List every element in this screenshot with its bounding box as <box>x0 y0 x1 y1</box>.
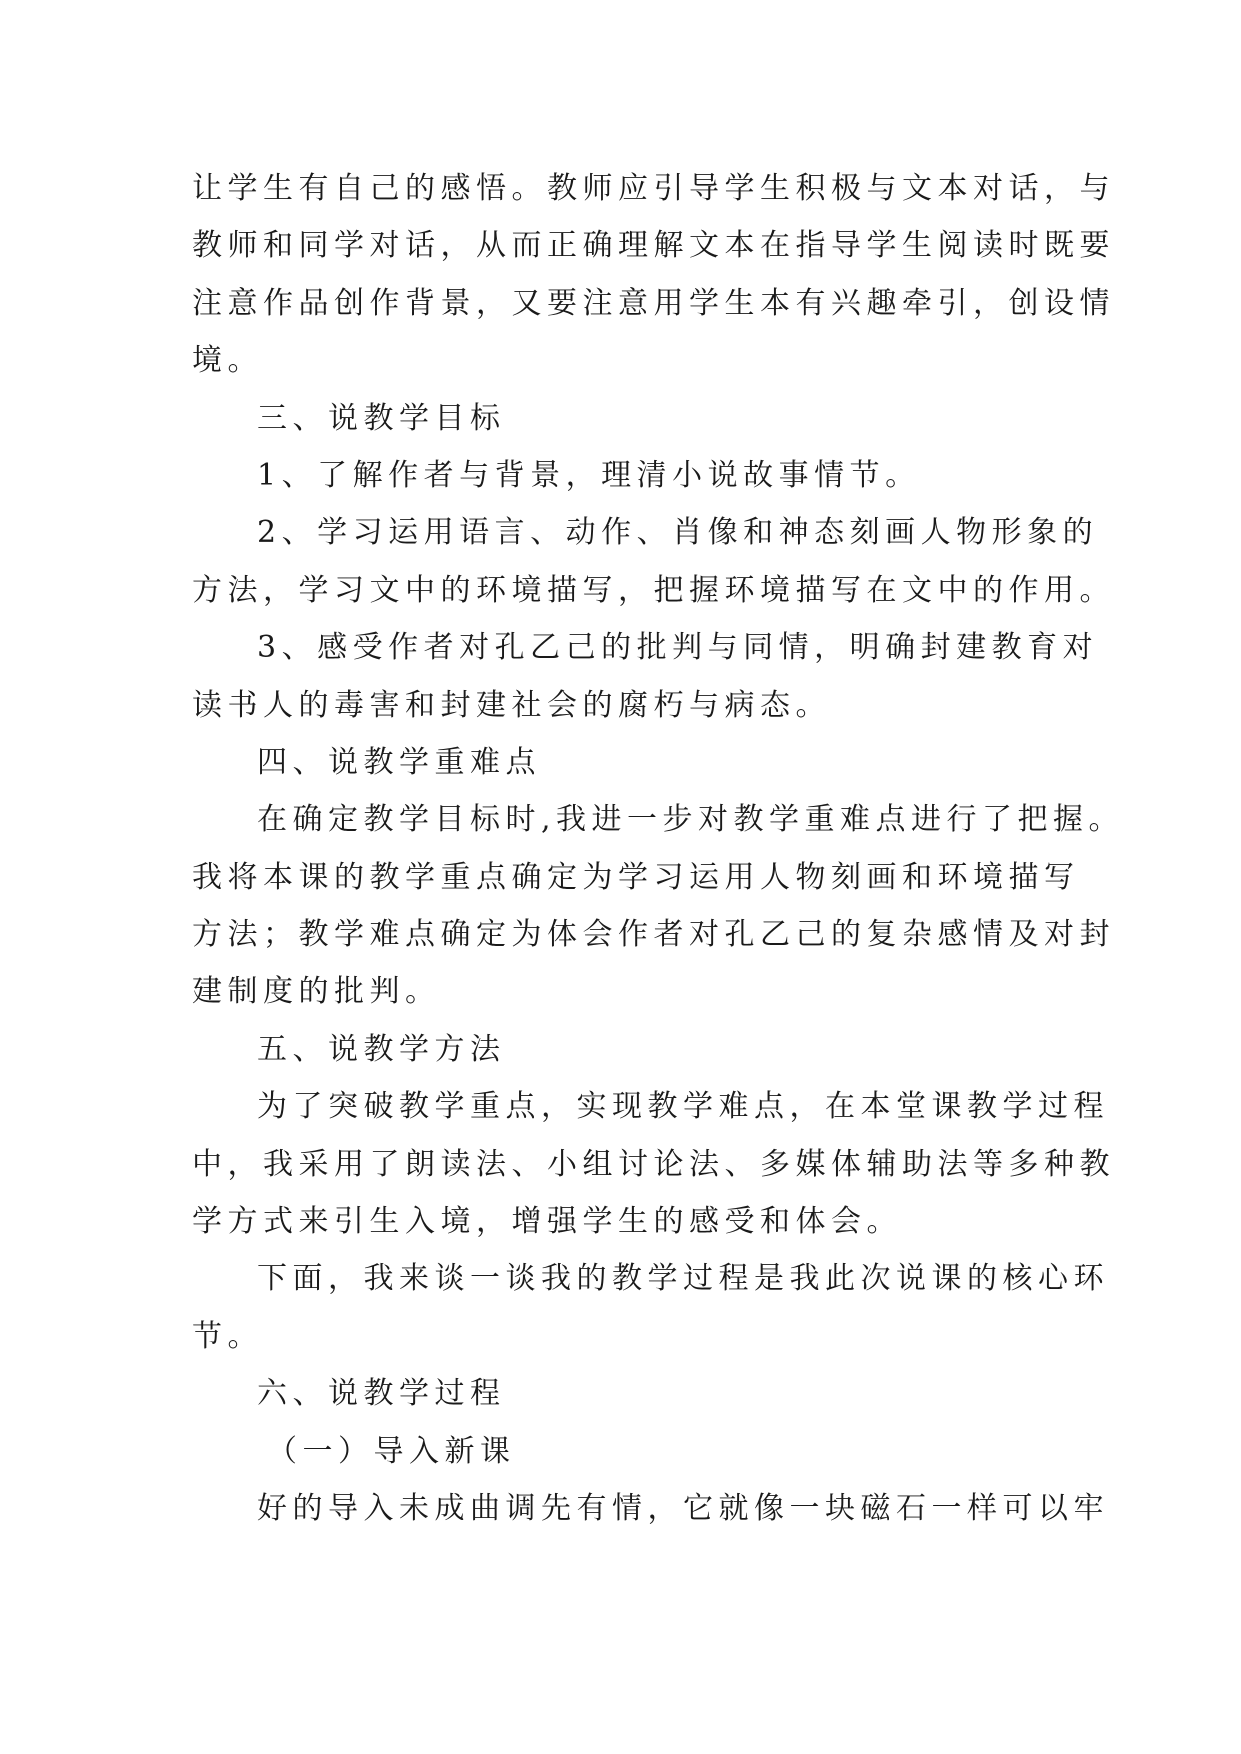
subsection-heading: （一）导入新课 <box>267 1433 516 1469</box>
list-item: 3、感受作者对孔乙己的批判与同情，明确封建教育对 <box>257 630 1099 666</box>
paragraph-line: 方法，学习文中的环境描写，把握环境描写在文中的作用。 <box>192 572 1115 608</box>
list-item: 2、学习运用语言、动作、肖像和神态刻画人物形象的 <box>257 515 1099 551</box>
paragraph-line: 我将本课的教学重点确定为学习运用人物刻画和环境描写 <box>192 859 1080 895</box>
paragraph-line: 学方式来引生入境，增强学生的感受和体会。 <box>192 1204 902 1240</box>
paragraph-line: 建制度的批判。 <box>192 974 441 1010</box>
list-item: 1、了解作者与背景，理清小说故事情节。 <box>257 457 921 493</box>
paragraph-line: 方法；教学难点确定为体会作者对孔乙己的复杂感情及对封 <box>192 917 1115 953</box>
paragraph-line: 为了突破教学重点，实现教学难点，在本堂课教学过程 <box>257 1089 1109 1125</box>
paragraph-line: 境。 <box>192 343 263 379</box>
paragraph-line: 中，我采用了朗读法、小组讨论法、多媒体辅助法等多种教 <box>192 1146 1115 1182</box>
section-heading: 四、说教学重难点 <box>257 744 541 780</box>
section-heading: 三、说教学目标 <box>257 400 506 436</box>
document-body <box>192 160 1125 1537</box>
paragraph-line: 读书人的毒害和封建社会的腐朽与病态。 <box>192 687 831 723</box>
paragraph-line: 好的导入未成曲调先有情，它就像一块磁石一样可以牢 <box>257 1490 1109 1526</box>
paragraph-line: 节。 <box>192 1318 263 1354</box>
paragraph-line: 在确定教学目标时,我进一步对教学重难点进行了把握。 <box>257 802 1125 838</box>
section-heading: 六、说教学过程 <box>257 1376 506 1412</box>
paragraph-line: 注意作品创作背景，又要注意用学生本有兴趣牵引，创设情 <box>192 285 1115 321</box>
paragraph-line: 教师和同学对话，从而正确理解文本在指导学生阅读时既要 <box>192 228 1115 264</box>
section-heading: 五、说教学方法 <box>257 1031 506 1067</box>
paragraph-line: 下面，我来谈一谈我的教学过程是我此次说课的核心环 <box>257 1261 1109 1297</box>
paragraph-line: 让学生有自己的感悟。教师应引导学生积极与文本对话，与 <box>192 171 1115 206</box>
